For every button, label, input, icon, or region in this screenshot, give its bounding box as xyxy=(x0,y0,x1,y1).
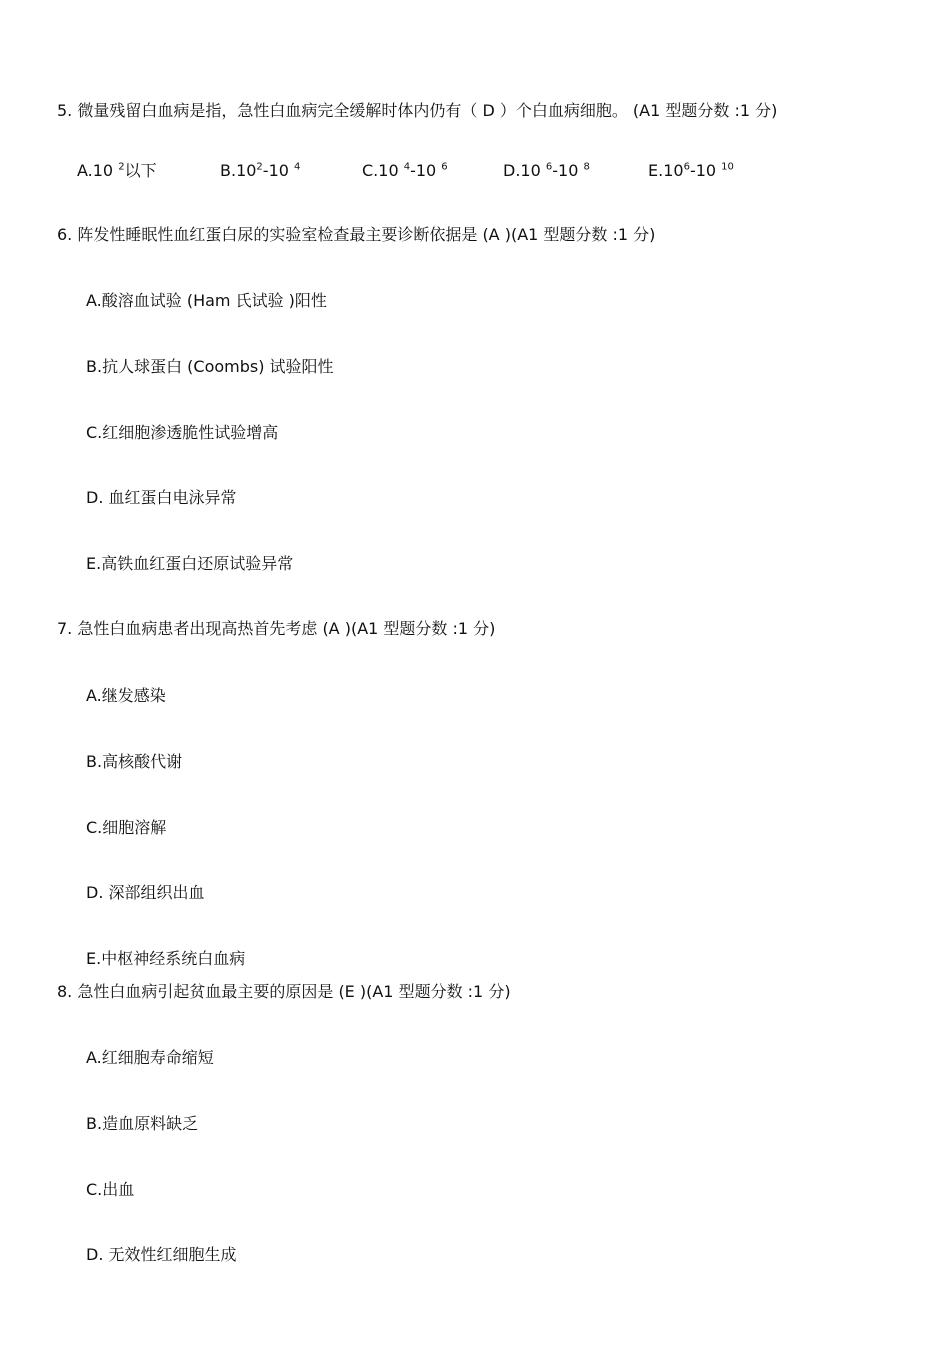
question-7-text: 7. 急性白血病患者出现高热首先考虑 (A )(A1 型题分数 :1 分) xyxy=(57,619,496,638)
question-7-option-a: A.继发感染 xyxy=(86,686,166,705)
question-6-option-c: C.红细胞渗透脆性试验增高 xyxy=(86,423,279,442)
option-text: -10 xyxy=(410,161,442,180)
question-5-option-a xyxy=(77,161,157,181)
question-5-option-b xyxy=(220,161,300,181)
question-8-option-c: C.出血 xyxy=(86,1180,135,1199)
question-8-option-a: A.红细胞寿命缩短 xyxy=(86,1048,214,1067)
question-8-option-b: B.造血原料缺乏 xyxy=(86,1114,199,1133)
option-text: -10 xyxy=(262,161,295,180)
option-prefix: E.10 xyxy=(648,161,684,180)
question-7-option-c: C.细胞溶解 xyxy=(86,818,167,837)
question-7-option-b: B.高核酸代谢 xyxy=(86,752,183,771)
question-6-text: 6. 阵发性睡眠性血红蛋白尿的实验室检查最主要诊断依据是 (A )(A1 型题分数 :1 分) xyxy=(57,225,656,244)
option-exponent: 6 xyxy=(545,161,553,173)
option-exponent: 4 xyxy=(403,161,411,173)
option-text: -10 xyxy=(552,161,584,180)
question-6-option-a: A.酸溶血试验 (Ham 氏试验 )阳性 xyxy=(86,291,327,310)
option-exponent: 10 xyxy=(721,161,734,173)
option-text: -10 xyxy=(689,161,722,180)
question-8-text: 8. 急性白血病引起贫血最主要的原因是 (E )(A1 型题分数 :1 分) xyxy=(57,982,511,1001)
question-5-text: 5. 微量残留白血病是指，急性白血病完全缓解时体内仍有（ D ）个白血病细胞。 (A1 型题分数 :1 分) xyxy=(57,101,778,120)
question-7-option-e: E.中枢神经系统白血病 xyxy=(86,949,246,968)
option-text: 以下 xyxy=(124,161,157,180)
option-exponent: 4 xyxy=(294,161,301,173)
option-exponent: 2 xyxy=(256,161,263,173)
question-5-option-c xyxy=(362,161,448,181)
question-6-option-d: D. 血红蛋白电泳异常 xyxy=(86,488,237,507)
question-7-option-d: D. 深部组织出血 xyxy=(86,883,205,902)
option-prefix: C.10 xyxy=(362,161,404,180)
question-6-option-e: E.高铁血红蛋白还原试验异常 xyxy=(86,554,294,573)
question-5-option-e xyxy=(648,161,734,181)
option-prefix: A.10 xyxy=(77,161,119,180)
option-exponent: 6 xyxy=(683,161,690,173)
option-prefix: D.10 xyxy=(503,161,546,180)
option-exponent: 6 xyxy=(441,161,448,173)
question-8-option-d: D. 无效性红细胞生成 xyxy=(86,1245,237,1264)
option-prefix: B.10 xyxy=(220,161,257,180)
question-5-option-d xyxy=(503,161,590,181)
option-exponent: 8 xyxy=(583,161,590,173)
option-exponent: 2 xyxy=(118,161,125,173)
question-6-option-b: B.抗人球蛋白 (Coombs) 试验阳性 xyxy=(86,357,334,376)
